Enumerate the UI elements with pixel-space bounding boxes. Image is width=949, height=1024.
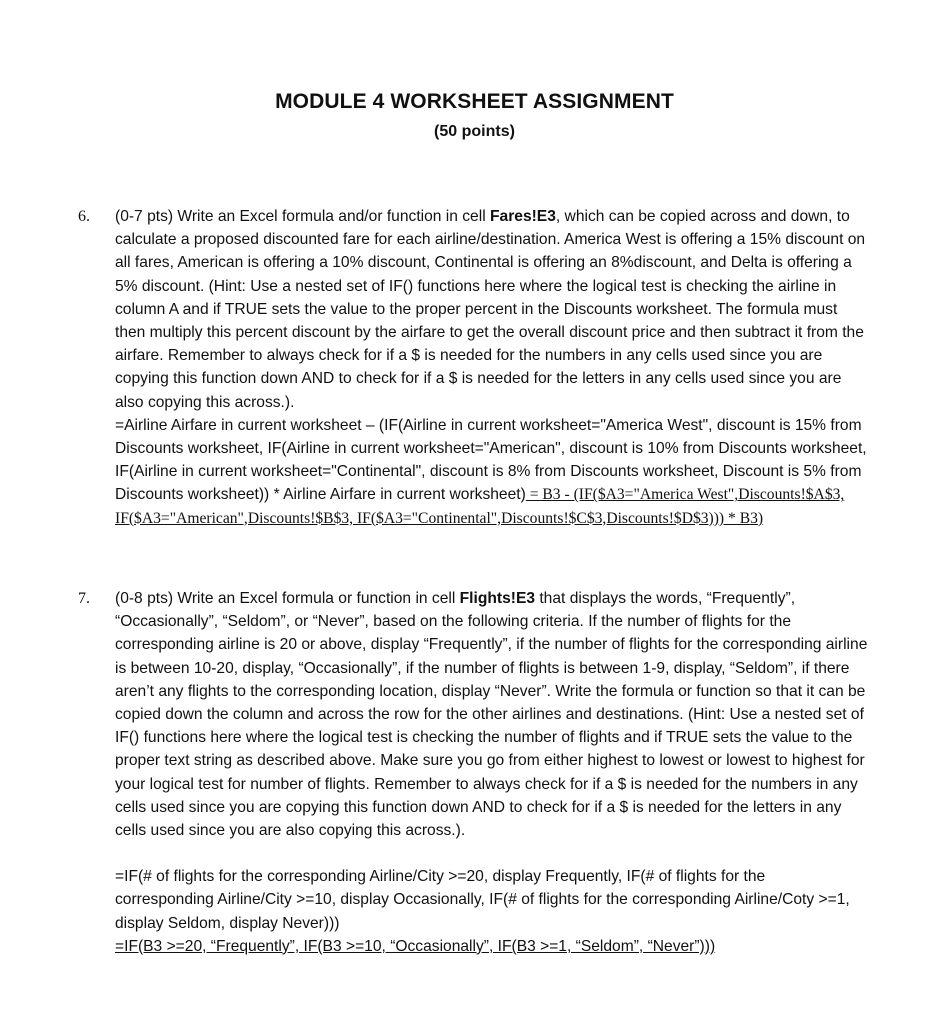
question-6-prompt bbox=[115, 205, 868, 414]
question-6-number: 6. bbox=[78, 208, 90, 225]
question-6 bbox=[78, 205, 868, 530]
question-7 bbox=[78, 587, 868, 958]
question-6-pseudo-formula-text: =Airline Airfare in current worksheet – (IF(Airline in current worksheet="America West", discount is 15% from Discounts worksheet, IF(Airline in current worksheet="American", discount is 10% from Discounts worksheet, IF(Airline in current worksheet="Continental", discount is 8% from Discounts worksheet, Discount is 5% from Discounts worksheet)) * Airline Airfare in current worksheet) bbox=[115, 416, 867, 504]
question-7-prompt-text-b: that displays the words, “Frequently”, “Occasionally”, “Seldom”, or “Never”, based on the following criteria. If the number of flights for the corresponding airline is 20 or above, display “Frequently”, if the number of flights for the corresponding airline is between 10-20, display, “Occasionally”, if the number of flights is between 1-9, display, “Seldom”, if there aren’t any flights to the corresponding location, display “Never”. Write the formula or function so that it can be copied down the column and across the row for the other airlines and destinations. (Hint: Use a nested set of IF() functions here where the logical test is checking the number of flights and if TRUE sets the value to the proper text string as described above. Make sure you go from either highest to lowest or lowest to highest for your logical test for number of flights. Remember to always check for if a $ is needed for the numbers in any cells used since you are copying this function down AND to check for if a $ is needed for the letters in any cells used since you are also copying this across.). bbox=[115, 590, 868, 840]
page-subtitle: (50 points) bbox=[434, 123, 515, 140]
question-7-pseudo-formula: =IF(# of flights for the corresponding Airline/City >=20, display Frequently, IF(# of flights for the corresponding Airline/City >=10, display Occasionally, IF(# of flights for the corresponding Airline/Coty >=1, display Seldom, display Never))) bbox=[115, 868, 850, 932]
page-title: MODULE 4 WORKSHEET ASSIGNMENT bbox=[275, 90, 674, 113]
question-7-prompt bbox=[115, 587, 868, 842]
question-6-pseudo-formula bbox=[115, 414, 868, 530]
question-7-answer-formula: =IF(B3 >=20, “Frequently”, IF(B3 >=10, “Occasionally”, IF(B3 >=1, “Seldom”, “Never”))) bbox=[115, 937, 716, 955]
question-6-answer-formula: = B3 - (IF($A3="America West",Discounts!$A$3, IF($A3="American",Discounts!$B$3, IF($A3="Continental",Discounts!$C$3,Discounts!$D$3))) * B3) bbox=[115, 486, 845, 527]
question-6-cell-ref: Fares!E3 bbox=[490, 208, 556, 225]
question-7-spacer bbox=[115, 842, 868, 865]
question-7-prompt-text-a: (0-8 pts) Write an Excel formula or function in cell bbox=[115, 590, 460, 607]
question-6-prompt-text-b: , which can be copied across and down, to calculate a proposed discounted fare for each airline/destination. America West is offering a 15% discount on all fares, American is offering a 10% discount, Continental is offering an 8%discount, and Delta is offering a 5% discount. (Hint: Use a nested set of IF() functions here where the logical test is checking the airline in column A and if TRUE sets the value to the proper percent in the Discounts worksheet. The formula must then multiply this percent discount by the airfare to get the overall discount price and then subtract it from the airfare. Remember to always check for if a $ is needed for the numbers in any cells used since you are copying this function down AND to check for if a $ is needed for the letters in any cells used since you are also copying this across.). bbox=[115, 208, 866, 411]
question-7-number: 7. bbox=[78, 590, 90, 607]
question-6-prompt-text-a: (0-7 pts) Write an Excel formula and/or function in cell bbox=[115, 208, 490, 225]
question-7-cell-ref: Flights!E3 bbox=[459, 590, 536, 607]
